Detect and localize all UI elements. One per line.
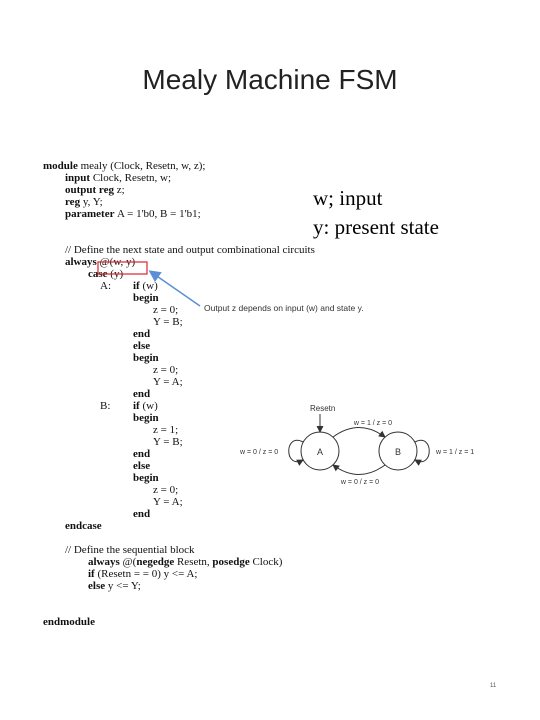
code-text: z; <box>116 184 125 196</box>
code-text: Y = B; <box>153 436 183 448</box>
code-keyword: endmodule <box>43 616 95 628</box>
code-text: (w) <box>142 280 158 292</box>
code-keyword: reg <box>65 196 83 208</box>
slide-title: Mealy Machine FSM <box>142 64 398 95</box>
page-number: 11 <box>490 683 497 689</box>
code-keyword: begin <box>133 352 159 364</box>
sensitivity-highlight-box <box>98 262 147 274</box>
code-keyword: if <box>133 280 143 292</box>
code-text: z = 0; <box>153 364 179 376</box>
code-text: Y = B; <box>153 316 183 328</box>
code-keyword: begin <box>133 412 159 424</box>
code-keyword: module <box>43 160 81 172</box>
note-present-state: y: present state <box>313 215 439 239</box>
code-keyword: output reg <box>65 184 117 196</box>
code-text: Y = A; <box>153 496 183 508</box>
reset-label: Resetn <box>310 404 336 413</box>
code-text: Clock, Resetn, w; <box>92 172 172 184</box>
code-text: z = 0; <box>153 484 179 496</box>
code-keyword: end <box>133 508 151 520</box>
code-keyword: if <box>88 568 98 580</box>
code-text: (w) <box>142 400 158 412</box>
note-input: w; input <box>313 186 383 210</box>
code-keyword: always <box>65 256 100 268</box>
code-text: y, Y; <box>82 196 103 208</box>
transition-a-self-loop-label: w = 0 / z = 0 <box>240 449 279 456</box>
code-text: Resetn, <box>176 556 213 568</box>
code-keyword: parameter <box>65 208 118 220</box>
code-text: y <= Y; <box>107 580 141 592</box>
code-text: z = 1; <box>153 424 179 436</box>
code-keyword: posedge <box>212 556 253 568</box>
code-text: A: <box>100 280 111 292</box>
code-keyword: if <box>133 400 143 412</box>
state-a-label: A <box>316 447 324 457</box>
code-keyword: negedge <box>136 556 177 568</box>
code-keyword: else <box>88 580 108 592</box>
code-keyword: end <box>133 328 151 340</box>
code-text: (y) <box>110 268 124 280</box>
callout-text: Output z depends on input (w) and state y. <box>204 303 364 313</box>
code-text: B: <box>100 400 111 412</box>
code-keyword: else <box>133 460 151 472</box>
code-text: A = 1'b0, B = 1'b1; <box>117 208 201 220</box>
code-keyword: end <box>133 388 151 400</box>
code-text: mealy (Clock, Resetn, w, z); <box>80 160 206 172</box>
transition-b-to-a-arrow <box>333 465 385 475</box>
code-text: Clock) <box>252 556 283 568</box>
code-keyword: endcase <box>65 520 102 532</box>
code-text: Y = A; <box>153 376 183 388</box>
transition-b-self-loop-label: w = 1 / z = 1 <box>436 449 475 456</box>
state-diagram <box>239 404 474 486</box>
state-b-label: B <box>394 447 402 457</box>
code-keyword: end <box>133 448 151 460</box>
code-text: // Define the sequential block <box>65 544 195 556</box>
callout-arrow <box>151 272 200 306</box>
code-keyword: input <box>65 172 93 184</box>
transition-b-to-a-label: w = 0 / z = 0 <box>340 479 380 486</box>
code-keyword: begin <box>133 472 159 484</box>
code-text: z = 0; <box>153 304 179 316</box>
code-text: (Resetn = = 0) y <= A; <box>97 568 198 580</box>
transition-a-to-b-arrow <box>333 428 385 438</box>
code-text: @(w, y) <box>99 256 136 268</box>
transition-a-to-b-label: w = 1 / z = 0 <box>353 420 393 427</box>
code-keyword: case <box>88 268 111 280</box>
code-keyword: begin <box>133 292 159 304</box>
code-text: // Define the next state and output combinational circuits <box>65 244 315 256</box>
code-keyword: else <box>133 340 151 352</box>
code-text: @( <box>122 556 137 568</box>
code-keyword: always <box>88 556 123 568</box>
